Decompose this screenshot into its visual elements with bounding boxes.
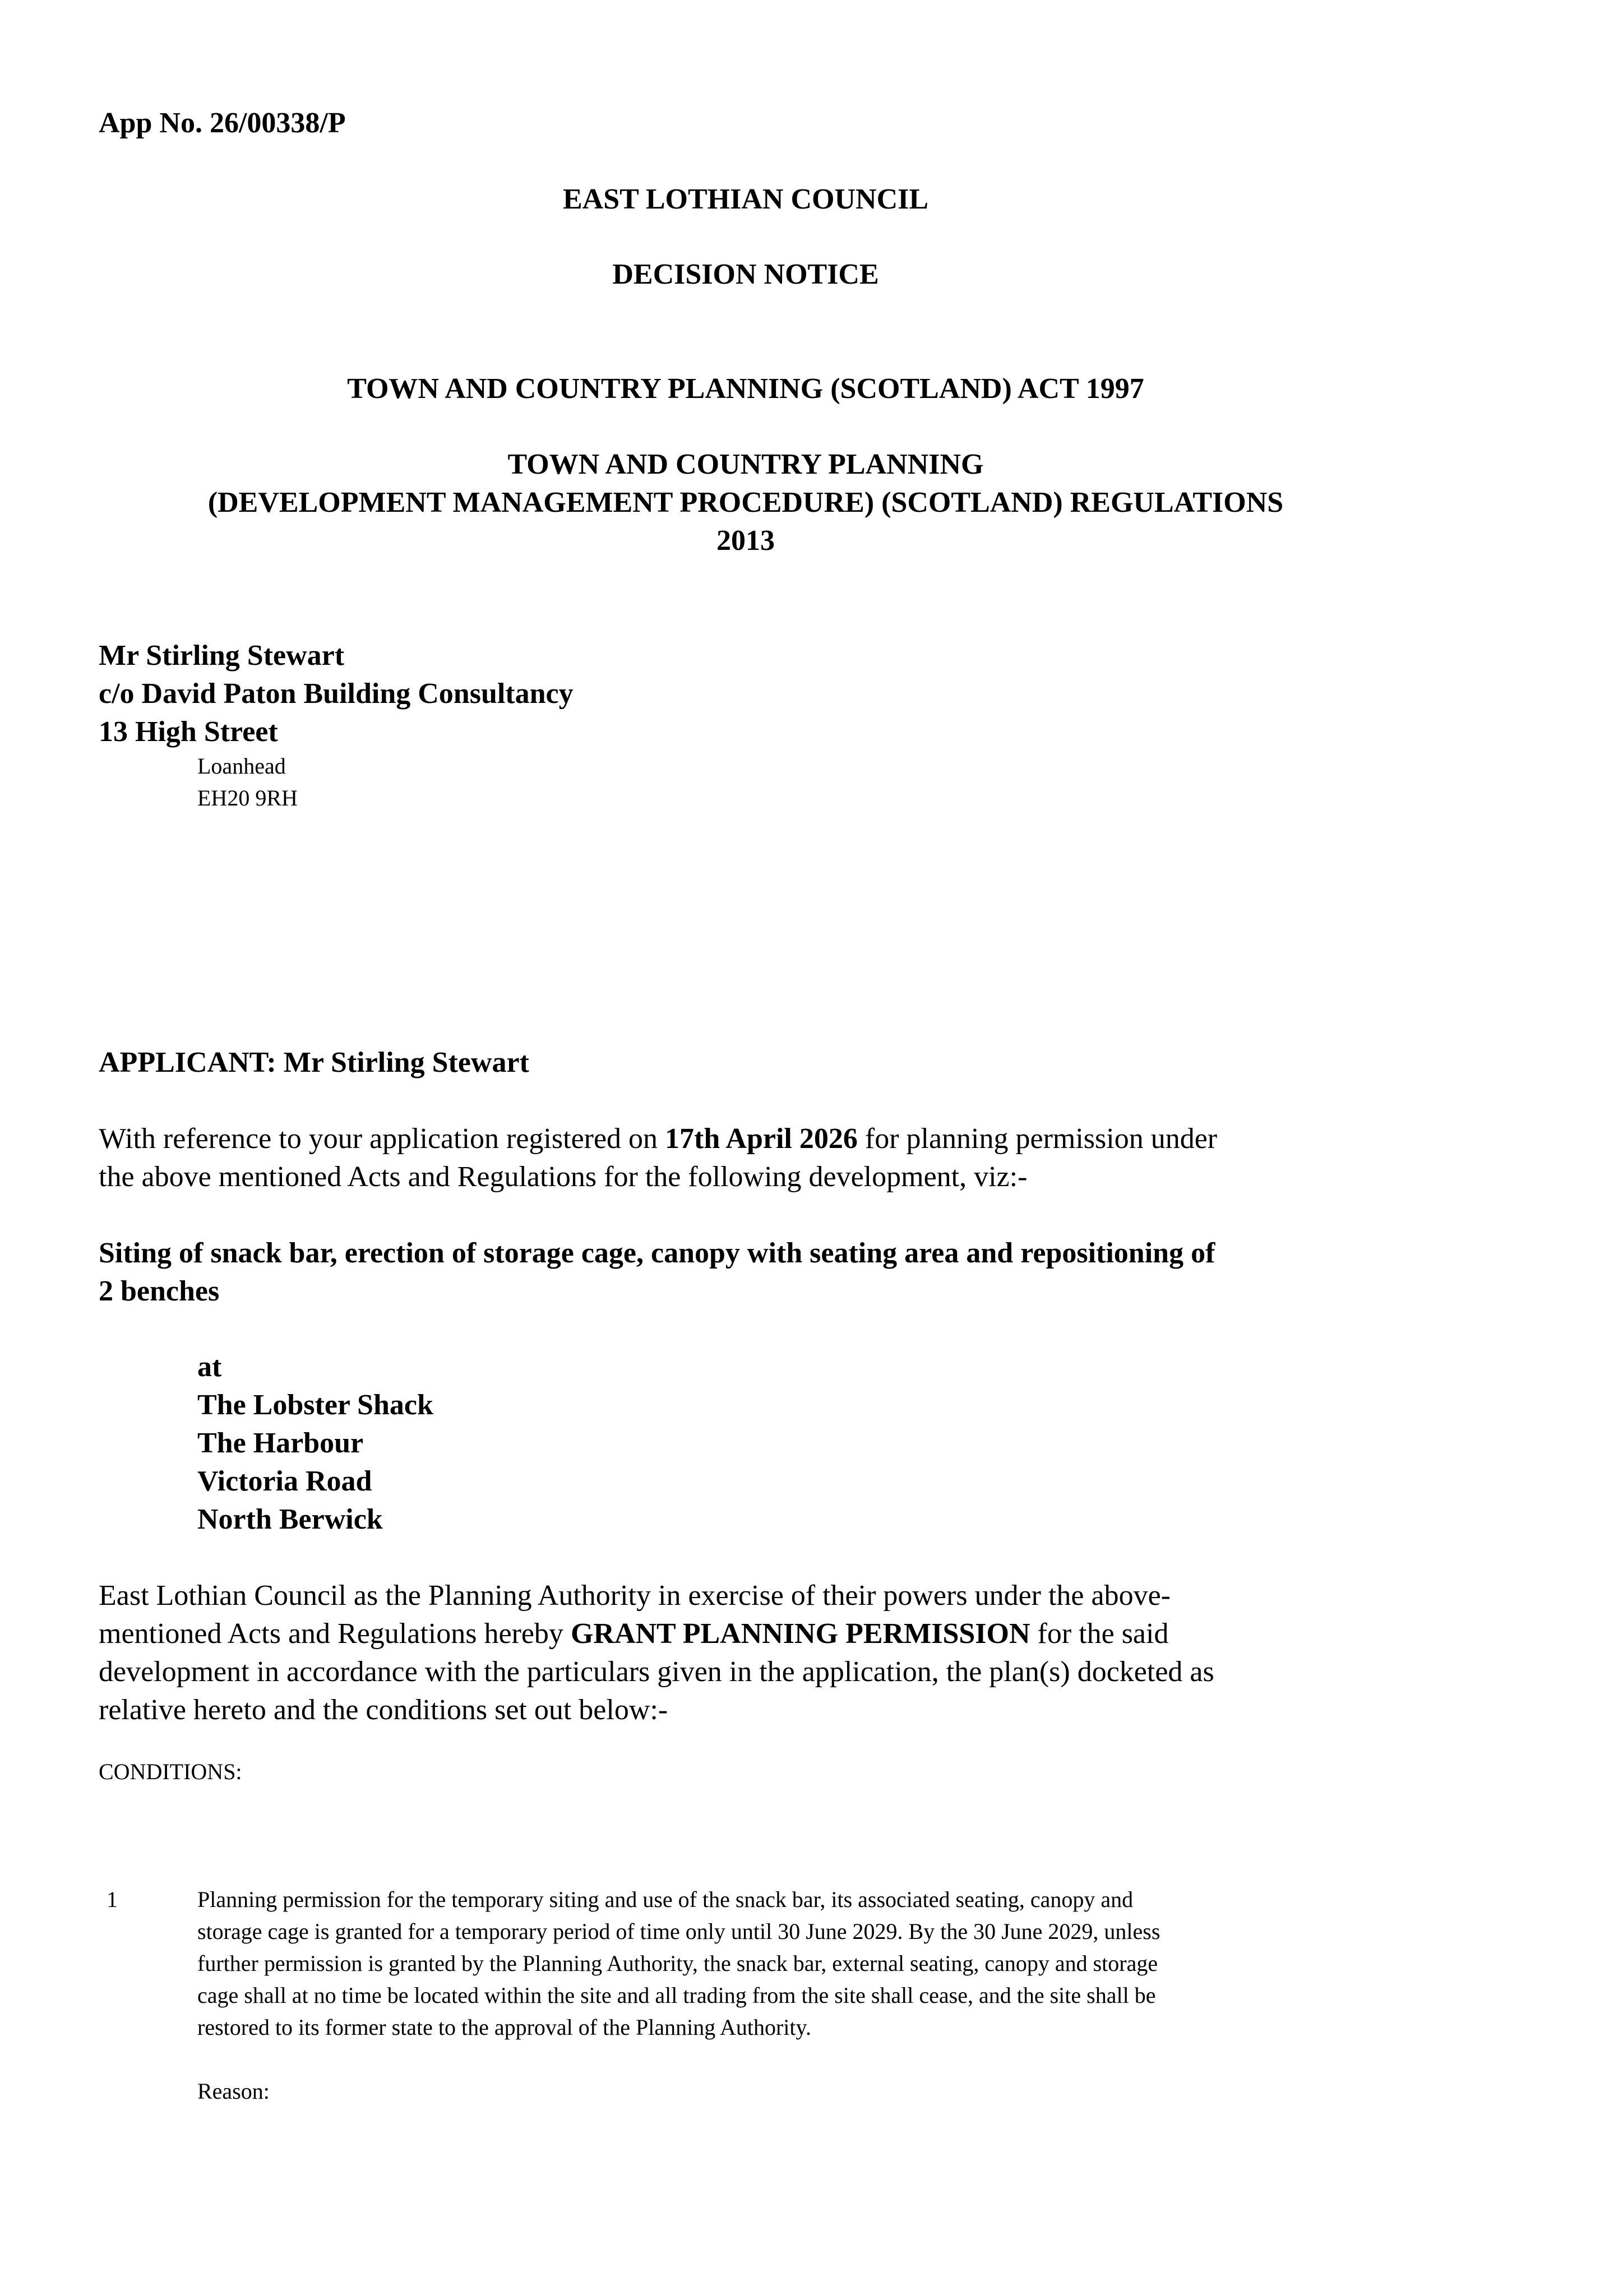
condition-line-5: restored to its former state to the approval of the Planning Authority. bbox=[197, 2015, 811, 2040]
recipient-name: Mr Stirling Stewart bbox=[99, 640, 345, 672]
site-line-4: North Berwick bbox=[197, 1503, 383, 1535]
notice-title: DECISION NOTICE bbox=[612, 258, 879, 290]
applicant-label: APPLICANT: Mr Stirling Stewart bbox=[99, 1047, 529, 1078]
conditions-heading: CONDITIONS: bbox=[99, 1759, 242, 1784]
regulations-line-3: 2013 bbox=[716, 525, 775, 557]
regulations-title bbox=[0, 446, 1491, 560]
condition-number: 1 bbox=[107, 1887, 118, 1912]
regulations-line-2: (DEVELOPMENT MANAGEMENT PROCEDURE) (SCOTLAND) REGULATIONS bbox=[207, 487, 1284, 519]
decision-line-1: East Lothian Council as the Planning Authority in exercise of their powers under the above- bbox=[99, 1580, 1171, 1612]
reference-line-1: With reference to your application registered on 17th April 2026 for planning permission under bbox=[99, 1123, 1218, 1155]
development-description bbox=[99, 1234, 1215, 1311]
condition-reason-label: Reason: bbox=[197, 2079, 270, 2104]
site-address bbox=[197, 1348, 433, 1539]
reference-line-2: the above mentioned Acts and Regulations for the following development, viz:- bbox=[99, 1161, 1028, 1193]
registration-date: 17th April 2026 bbox=[665, 1123, 858, 1155]
decision-paragraph bbox=[99, 1577, 1214, 1729]
site-line-1: The Lobster Shack bbox=[197, 1389, 433, 1421]
grant-statement: GRANT PLANNING PERMISSION bbox=[570, 1618, 1030, 1650]
regulations-line-1: TOWN AND COUNTRY PLANNING bbox=[507, 448, 984, 480]
condition-line-3: further permission is granted by the Planning Authority, the snack bar, external seating, canopy and storage bbox=[197, 1951, 1158, 1976]
development-line-2: 2 benches bbox=[99, 1275, 220, 1307]
development-line-1: Siting of snack bar, erection of storage cage, canopy with seating area and repositioning of bbox=[99, 1237, 1215, 1269]
decision-line-4: relative hereto and the conditions set out below:- bbox=[99, 1694, 668, 1726]
decision-line-3: development in accordance with the particulars given in the application, the plan(s) docketed as bbox=[99, 1656, 1214, 1688]
condition-line-4: cage shall at no time be located within the site and all trading from the site shall cease, and the site shall be bbox=[197, 1983, 1156, 2008]
application-number: App No. 26/00338/P bbox=[99, 107, 346, 139]
site-line-2: The Harbour bbox=[197, 1427, 364, 1459]
condition-line-1: Planning permission for the temporary siting and use of the snack bar, its associated seating, canopy and bbox=[197, 1887, 1134, 1912]
site-line-3: Victoria Road bbox=[197, 1465, 372, 1497]
council-name: EAST LOTHIAN COUNCIL bbox=[562, 183, 929, 215]
decision-line-2: mentioned Acts and Regulations hereby GRANT PLANNING PERMISSION for the said bbox=[99, 1618, 1169, 1650]
recipient-town: Loanhead bbox=[197, 753, 286, 779]
recipient-postcode: EH20 9RH bbox=[197, 785, 298, 811]
reference-paragraph bbox=[99, 1120, 1217, 1196]
recipient-address bbox=[99, 637, 574, 751]
act-title: TOWN AND COUNTRY PLANNING (SCOTLAND) ACT 1997 bbox=[347, 373, 1144, 405]
recipient-street: 13 High Street bbox=[99, 716, 278, 748]
condition-line-2: storage cage is granted for a temporary period of time only until 30 June 2029. By the 30 June 2029, unless bbox=[197, 1919, 1160, 1944]
site-at: at bbox=[197, 1351, 222, 1383]
condition-text bbox=[197, 1883, 1160, 2043]
recipient-town-postcode bbox=[197, 750, 298, 814]
recipient-care-of: c/o David Paton Building Consultancy bbox=[99, 678, 574, 710]
